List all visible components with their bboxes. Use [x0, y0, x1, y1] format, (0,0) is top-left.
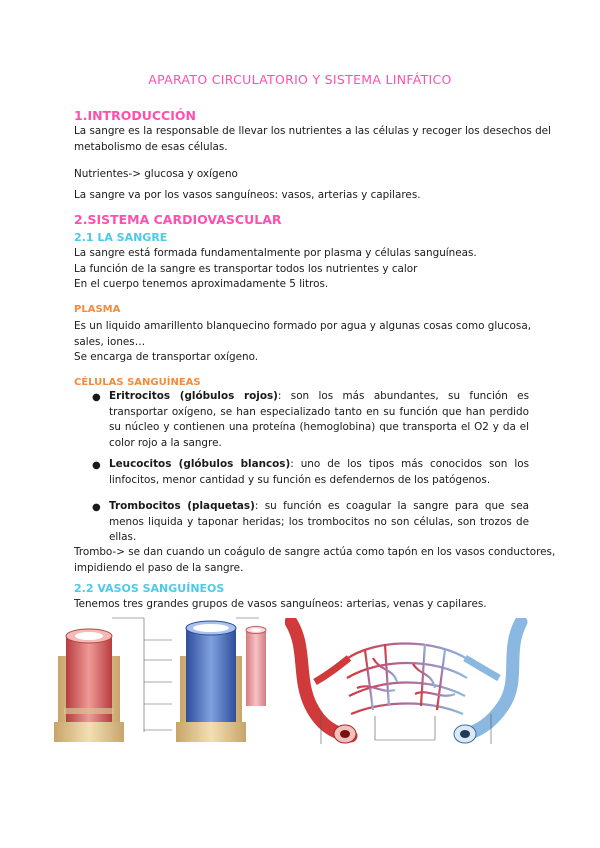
bullet-icon: ● [92, 392, 101, 403]
sangre-paragraph [74, 246, 526, 293]
heading-sistema-cardiovascular: 2.SISTEMA CARDIOVASCULAR [74, 212, 282, 227]
heading-celulas-sanguineas: CÉLULAS SANGUÍNEAS [74, 377, 201, 388]
heading-introduccion: 1.INTRODUCCIÓN [74, 108, 196, 123]
intro-paragraph [74, 124, 551, 155]
bullet-eritrocitos [109, 389, 529, 451]
heading-plasma: PLASMA [74, 304, 121, 315]
text-line: Es un liquido amarillento blanquecino formado por agua y algunas cosas como glucosa, [74, 320, 531, 332]
bullet-trombocitos [109, 499, 529, 546]
vein-illustration [176, 621, 246, 742]
capillary-mesh [345, 642, 469, 714]
bullet-leucocitos [109, 457, 529, 488]
text-line: sales, iones… [74, 335, 146, 348]
text-line: La sangre es la responsable de llevar los nutrientes a las células y recoger los desechos del [74, 125, 551, 137]
term: Eritrocitos (glóbulos rojos) [109, 390, 278, 402]
text-line: metabolismo de esas células. [74, 140, 228, 153]
definition: : son los más abundantes, su función es transportar oxígeno, se han especializado tanto en su función que han perdido su núcleo y contienen una proteína (hemoglobina) que transporta el O2 y da el color rojo a la sangre. [109, 390, 529, 449]
text-line: Trombo-> se dan cuando un coágulo de sangre actúa como tapón en los vasos conductores, [74, 546, 556, 558]
vasos-paragraph: Tenemos tres grandes grupos de vasos sanguíneos: arterias, venas y capilares. [74, 598, 487, 610]
venule-illustration [454, 622, 521, 743]
capillary-tube-illustration [246, 627, 266, 707]
text-line: Se encarga de transportar oxígeno. [74, 351, 259, 363]
capillary-network-illustration [285, 618, 530, 748]
plasma-paragraph [74, 319, 531, 366]
document-title: APARATO CIRCULATORIO Y SISTEMA LINFÁTICO [148, 72, 452, 87]
artery-illustration [54, 629, 124, 742]
text-line: La sangre está formada fundamentalmente por plasma y células sanguíneas. [74, 247, 477, 259]
nutrientes-line: Nutrientes-> glucosa y oxígeno [74, 168, 238, 180]
artery-vein-illustration [44, 612, 269, 744]
vasos-line: La sangre va por los vasos sanguíneos: vasos, arterias y capilares. [74, 189, 421, 201]
bullet-icon: ● [92, 502, 101, 513]
term: Trombocitos (plaquetas) [109, 500, 255, 512]
text-line: La función de la sangre es transportar todos los nutrientes y calor [74, 262, 418, 275]
text-line: impidiendo el paso de la sangre. [74, 561, 244, 574]
heading-vasos-sanguineos: 2.2 VASOS SANGUÍNEOS [74, 582, 225, 595]
trombo-paragraph [74, 545, 556, 576]
definition: : uno de los tipos más conocidos son los linfocitos, menor cantidad y su función es defendernos de los patógenos. [109, 458, 529, 486]
arteriole-illustration [291, 622, 356, 743]
text-line: En el cuerpo tenemos aproximadamente 5 litros. [74, 278, 329, 290]
definition: : su función es coagular la sangre para que sea menos liquida y taponar heridas; los trombocitos no son células, son trozos de ellas. [109, 500, 529, 543]
term: Leucocitos (glóbulos blancos) [109, 458, 291, 470]
heading-la-sangre: 2.1 LA SANGRE [74, 231, 168, 244]
bullet-icon: ● [92, 460, 101, 471]
